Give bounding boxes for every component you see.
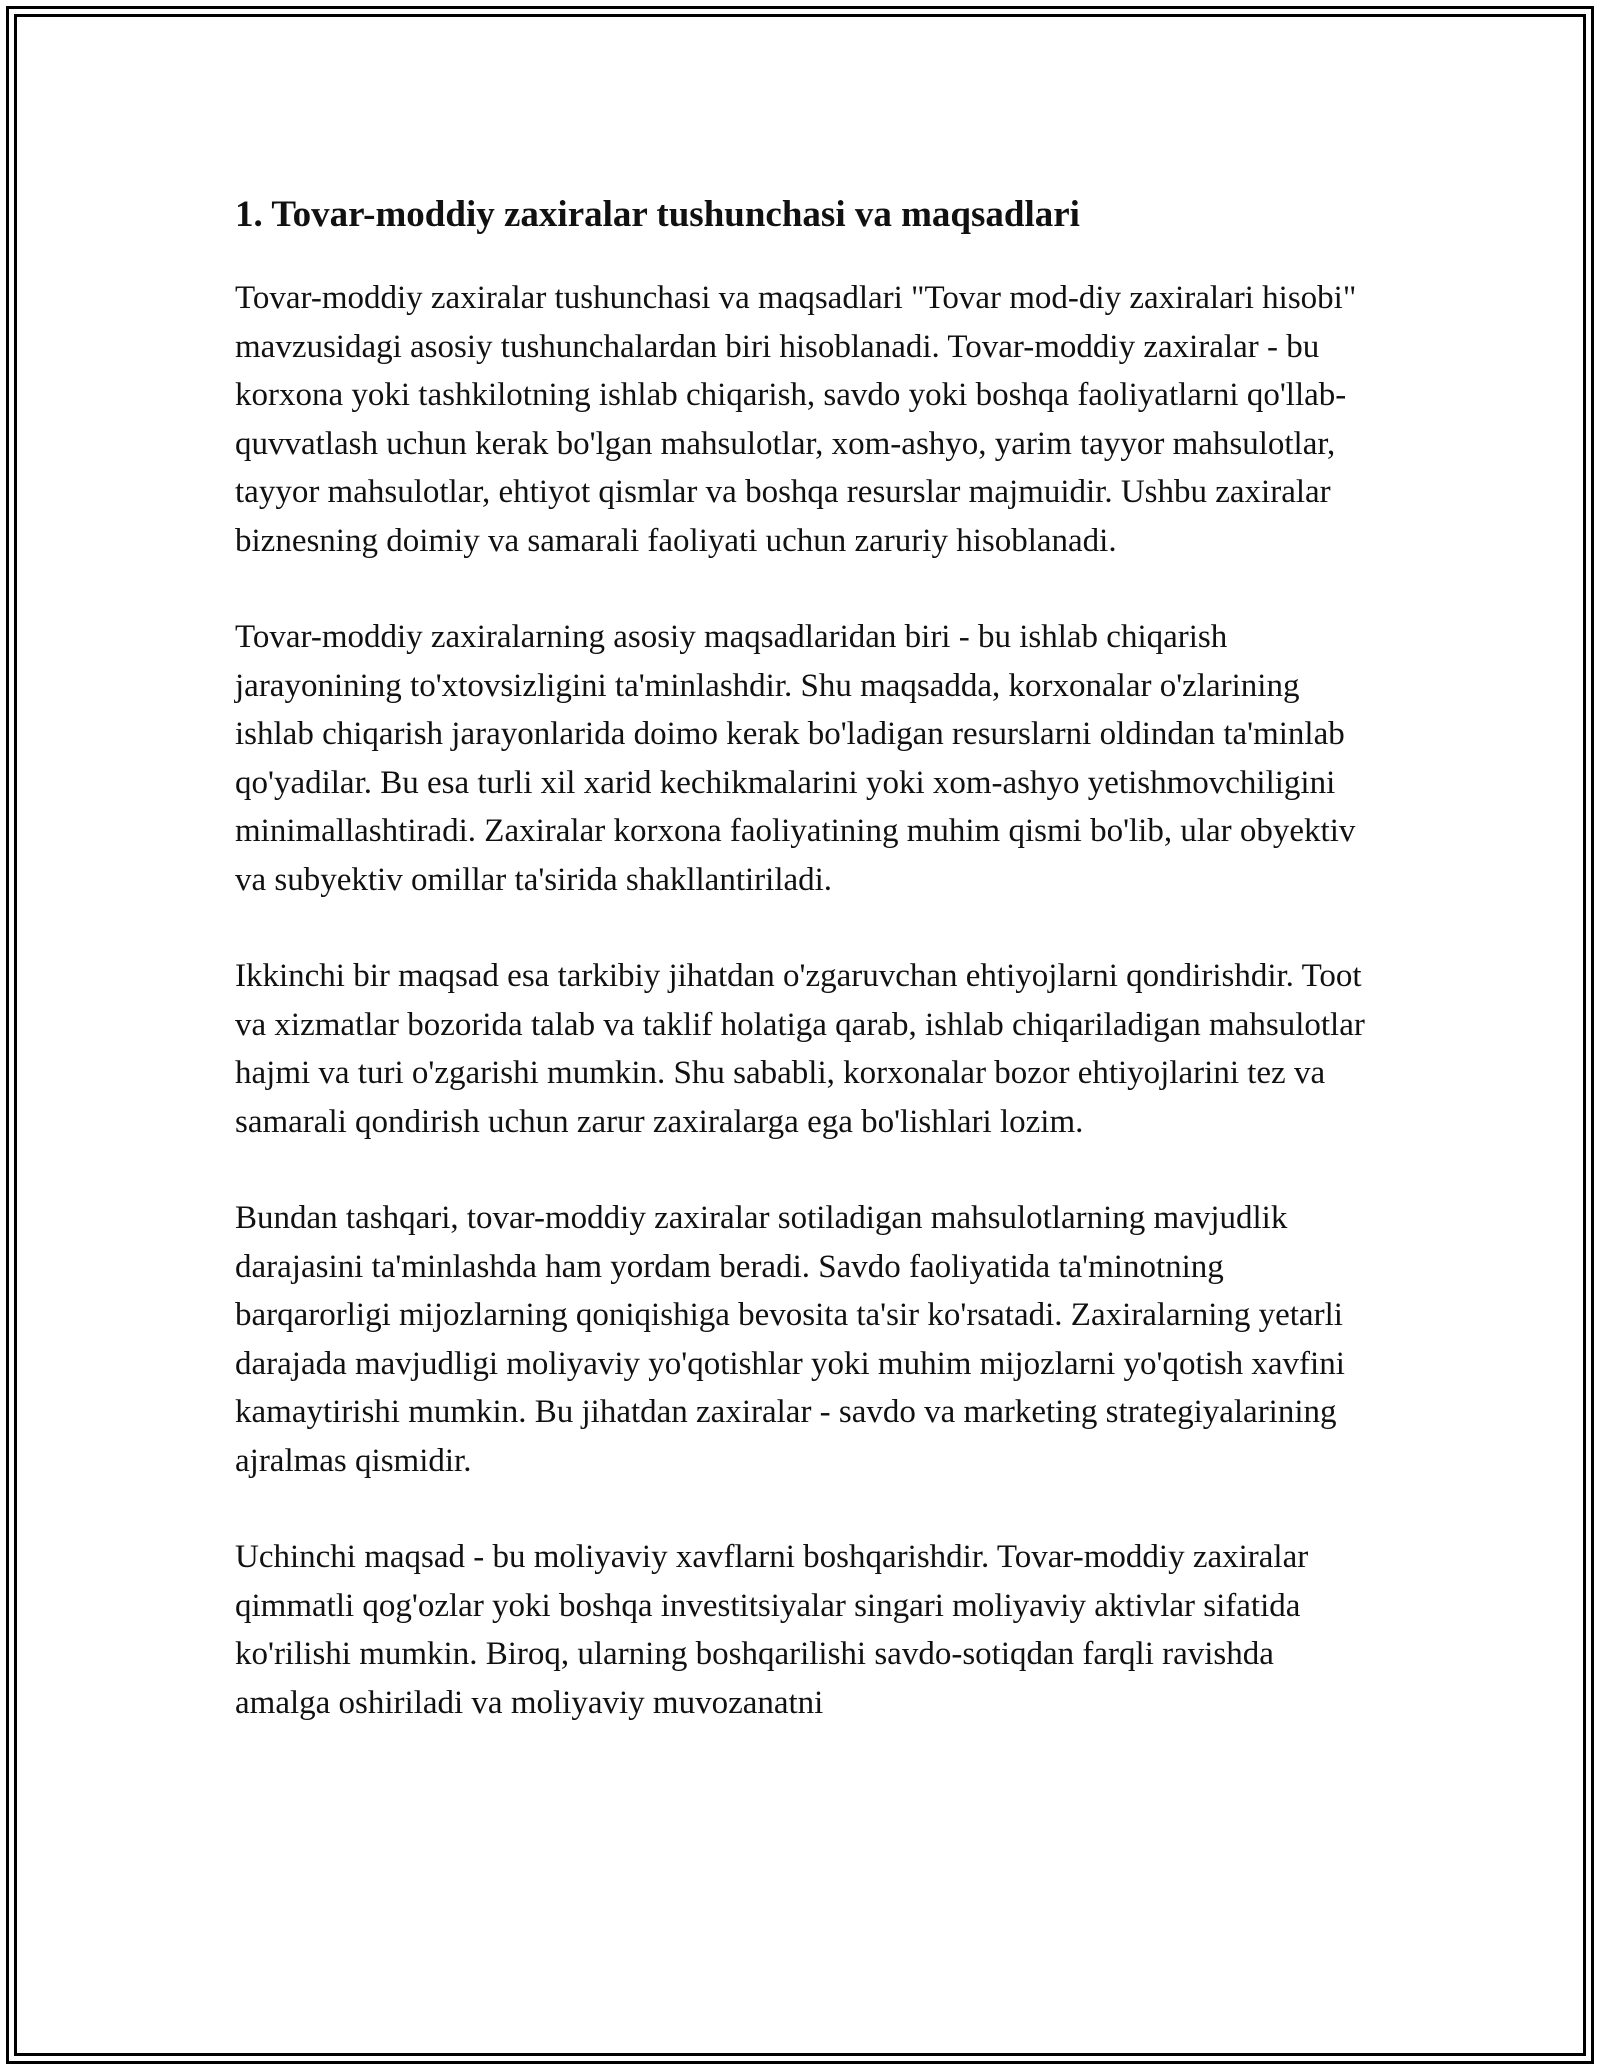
- section-heading: 1. Tovar-moddiy zaxiralar tushunchasi va maqsadlari: [235, 194, 1080, 235]
- document-body: [235, 184, 1375, 1775]
- paragraph-availability: Bundan tashqari, tovar-moddiy zaxiralar sotiladigan mahsulotlarning mavjudlik darajasini ta'minlashda ham yordam beradi. Savdo faoliyatida ta'minotning barqarorligi mijozlarning qoniqishiga bevosita ta'sir ko'rsatadi. Zaxiralarning yetarli darajada mavjudligi moliyaviy yo'qotishlar yoki muhim mijozlarni yo'qotish xavfini kamaytirishi mumkin. Bu jihatdan zaxiralar - savdo va marketing strategiyalarining ajralmas qismidir.: [235, 1200, 1345, 1479]
- paragraph-third-goal: Uchinchi maqsad - bu moliyaviy xavflarni boshqarishdir. Tovar-moddiy zaxiralar qimmatli qog'ozlar yoki boshqa investitsiyalar singari moliyaviy aktivlar sifatida ko'rilishi mumkin. Biroq, ularning boshqarilishi savdo-sotiqdan farqli ravishda amalga oshiriladi va moliyaviy muvozanatni: [235, 1539, 1309, 1721]
- paragraph-first-goal: Tovar-moddiy zaxiralarning asosiy maqsadlaridan biri - bu ishlab chiqarish jarayonining to'xtovsizligini ta'minlashdir. Shu maqsadda, korxonalar o'zlarining ishlab chiqarish jarayonlarida doimo kerak bo'ladigan resurslarni oldindan ta'minlab qo'yadilar. Bu esa turli xil xarid kechikmalarini yoki xom-ashyo yetishmovchiligini minimallashtiradi. Zaxiralar korxona faoliyatining muhim qismi bo'lib, ular obyektiv va subyektiv omillar ta'sirida shakllantiriladi.: [235, 619, 1356, 898]
- paragraph-intro: Tovar-moddiy zaxiralar tushunchasi va maqsadlari "Tovar mod-diy zaxiralari hisobi" mavzusidagi asosiy tushunchalardan biri hisoblanadi. Tovar-moddiy zaxiralar - bu korxona yoki tashkilotning ishlab chiqarish, savdo yoki boshqa faoliyatlarni qo'llab-quvvatlash uchun kerak bo'lgan mahsulotlar, xom-ashyo, yarim tayyor mahsulotlar, tayyor mahsulotlar, ehtiyot qismlar va boshqa resurslar majmuidir. Ushbu zaxiralar biznesning doimiy va samarali faoliyati uchun zaruriy hisoblanadi.: [235, 280, 1357, 559]
- paragraph-second-goal: Ikkinchi bir maqsad esa tarkibiy jihatdan o'zgaruvchan ehtiyojlarni qondirishdir. Toot va xizmatlar bozorida talab va taklif holatiga qarab, ishlab chiqariladigan mahsulotlar hajmi va turi o'zgarishi mumkin. Shu sababli, korxonalar bozor ehtiyojlarini tez va samarali qondirish uchun zarur zaxiralarga ega bo'lishlari lozim.: [235, 958, 1365, 1140]
